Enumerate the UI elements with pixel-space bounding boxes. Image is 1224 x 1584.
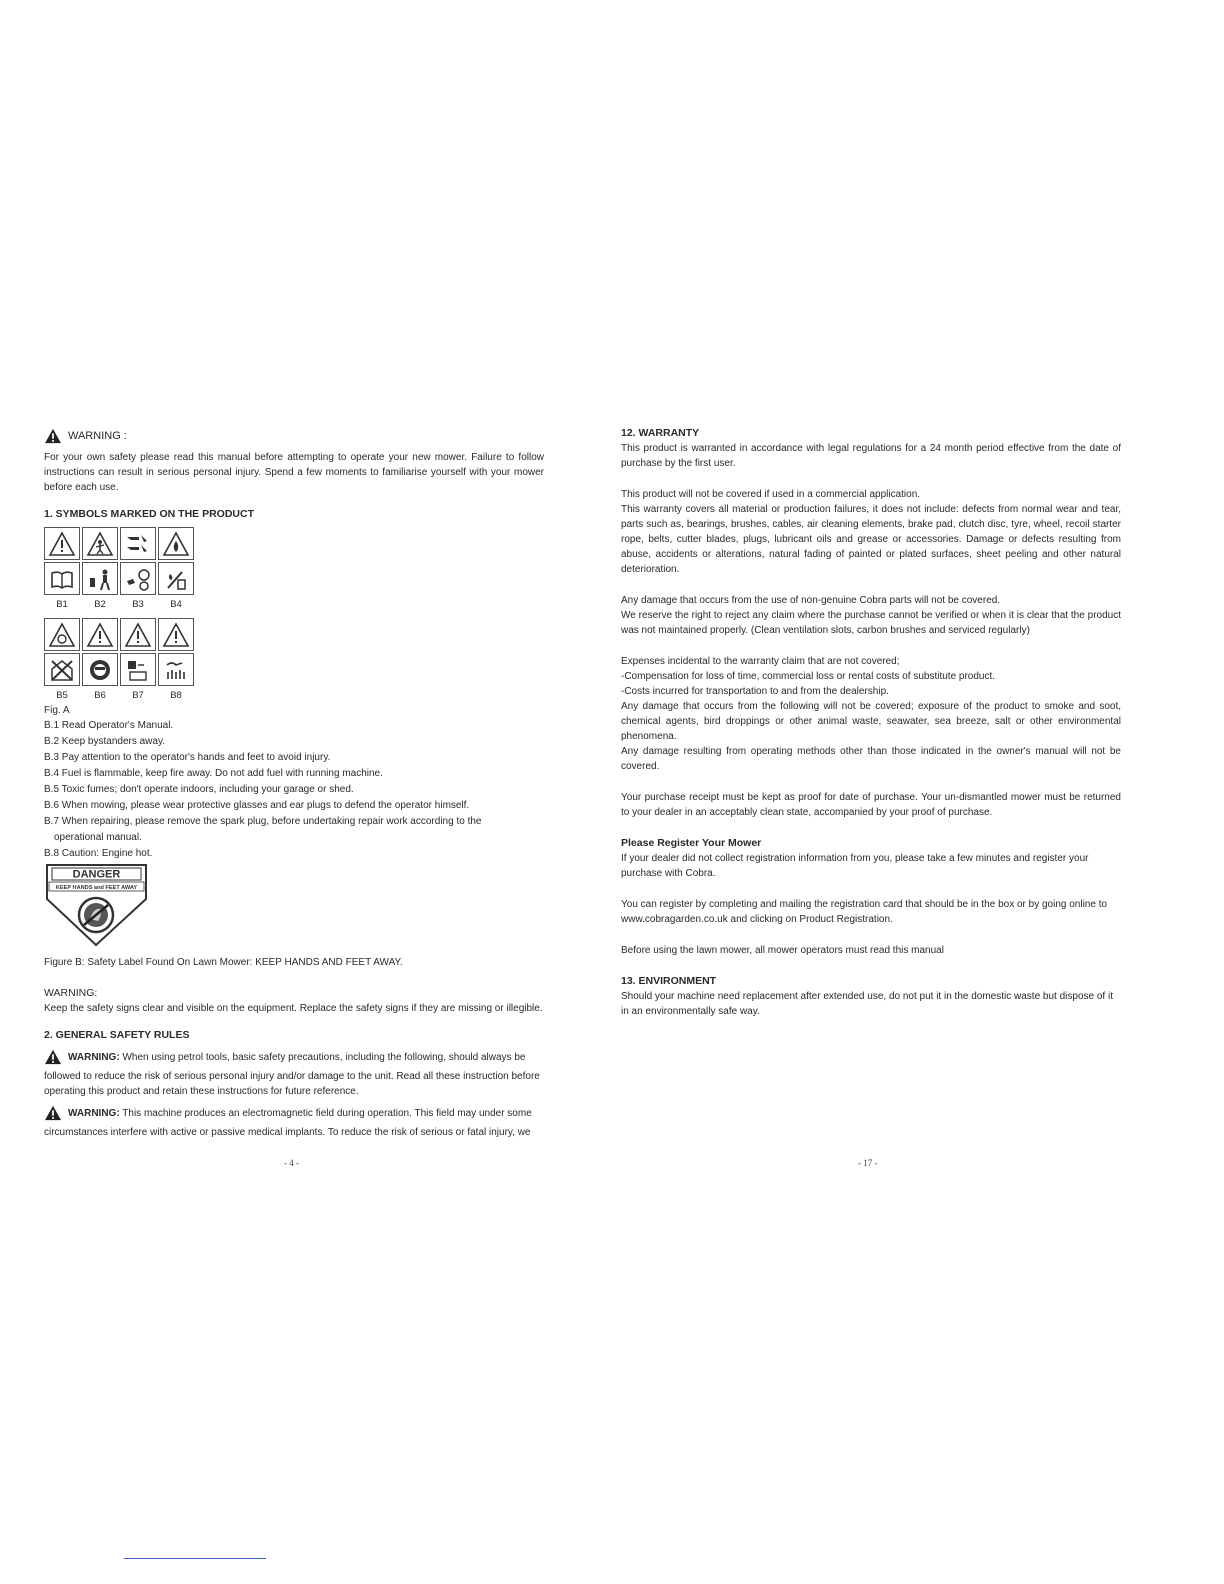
list-item: B.8 Caution: Engine hot. [44, 848, 153, 859]
warning-triangle-icon [44, 1049, 62, 1065]
list-item: B.7 When repairing, please remove the spark plug, before undertaking repair work according to the [44, 816, 482, 827]
warning-a-rest: followed to reduce the risk of serious personal injury and/or damage to the unit. Read all these instruction before operating this product and retain these instructions for future reference. [44, 1071, 540, 1097]
symbol-label-b6: B6 [94, 690, 106, 701]
fire-warning-icon [158, 527, 194, 560]
symbol-label-b7: B7 [132, 690, 144, 701]
warranty-paragraph: Your purchase receipt must be kept as proof for date of purchase. Your un-dismantled mower must be returned to your dealer in an acceptably clean state, accompanied by your proof of purchase. [621, 792, 1121, 818]
list-item: B.2 Keep bystanders away. [44, 736, 165, 747]
blade-hazard-icon [120, 527, 156, 560]
warranty-paragraph: Expenses incidental to the warranty claim that are not covered; [621, 656, 900, 667]
list-item: B.4 Fuel is flammable, keep fire away. Do not add fuel with running machine. [44, 768, 383, 779]
manual-book-icon [44, 562, 80, 595]
symbol-label-b3: B3 [132, 599, 144, 610]
left-page [44, 428, 544, 1140]
warning2-body: Keep the safety signs clear and visible on the equipment. Replace the safety signs if they are missing or illegible. [44, 1003, 543, 1014]
register-paragraph: If your dealer did not collect registration information from you, please take a few minutes and register your purchase with Cobra. [621, 853, 1089, 879]
warranty-paragraph: We reserve the right to reject any claim where the purchase cannot be verified or when it is clear that the product was not maintained properly. (Clean ventilation slots, carbon brushes and serviced regularly) [621, 610, 1121, 636]
environment-paragraph: Should your machine need replacement after extended use, do not put it in the domestic waste but dispose of it in an environmentally safe way. [621, 991, 1113, 1017]
warning-sign-icon [44, 527, 80, 560]
keep-distance-icon [82, 562, 118, 595]
danger-label-image [44, 863, 149, 948]
warranty-paragraph: This warranty covers all material or production failures, it does not include: defects from normal wear and tear, parts such as, bearings, brushes, cables, air cleaning elements, brake pad, clutch disc, tyre, wheel, recoil starter rope, belts, cutter blades, plugs, lubricant oils and grease or accessories. Damage or defects resulting from abuse, accidents or alterations, natural fading of painted or plated surfaces, sheet peeling and other natural deterioration. [621, 504, 1121, 575]
section-13-title: 13. ENVIRONMENT [621, 975, 717, 987]
figure-b-caption: Figure B: Safety Label Found On Lawn Mower: KEEP HANDS AND FEET AWAY. [44, 957, 403, 968]
warning-triangle-icon [44, 428, 62, 444]
warning-triangle-icon [44, 1105, 62, 1121]
list-item: B.1 Read Operator's Manual. [44, 720, 174, 731]
warning-a-first: When using petrol tools, basic safety precautions, including the following, should always be [122, 1051, 526, 1063]
register-paragraph: You can register by completing and mailing the registration card that should be in the box or by going online to www.cobragarden.co.uk and clicking on Product Registration. [621, 899, 1108, 925]
warning-sign-icon [158, 618, 194, 651]
warning2-title: WARNING: [44, 987, 98, 999]
warning-sign-icon [82, 618, 118, 651]
danger-subtitle: KEEP HANDS and FEET AWAY [55, 885, 138, 891]
hot-surface-icon [158, 653, 194, 686]
symbol-label-b2: B2 [94, 599, 106, 610]
list-item: B.6 When mowing, please wear protective glasses and ear plugs to defend the operator himself. [44, 800, 470, 811]
section-2-title: 2. GENERAL SAFETY RULES [44, 1029, 190, 1041]
danger-title: DANGER [72, 868, 121, 881]
spark-plug-icon [120, 653, 156, 686]
bystander-warning-icon [82, 527, 118, 560]
no-fire-fuel-icon [158, 562, 194, 595]
warning-a-label: WARNING: [68, 1051, 120, 1063]
warranty-paragraph: This product will not be covered if used in a commercial application. [621, 489, 921, 500]
page-number-right: - 17 - [858, 1158, 878, 1168]
warning-b-label: WARNING: [68, 1107, 120, 1119]
warning-b [44, 1105, 544, 1121]
symbol-label-b8: B8 [170, 690, 182, 701]
warning-heading [44, 428, 544, 444]
warranty-paragraph: Any damage that occurs from the use of non-genuine Cobra parts will not be covered. [621, 595, 1001, 606]
symbols-grid-1 [44, 527, 194, 597]
eye-ear-protection-icon [82, 653, 118, 686]
warning-title: WARNING : [68, 429, 127, 442]
warning-a [44, 1049, 544, 1065]
symbol-label-b4: B4 [170, 599, 182, 610]
footer-rule [124, 1558, 266, 1559]
list-item: operational manual. [54, 832, 142, 843]
operators-paragraph: Before using the lawn mower, all mower operators must read this manual [621, 945, 944, 956]
hands-feet-icon [120, 562, 156, 595]
section-1-title: 1. SYMBOLS MARKED ON THE PRODUCT [44, 508, 255, 520]
warning-b-first: This machine produces an electromagnetic field during operation. This field may under some [122, 1107, 532, 1119]
warranty-paragraph: This product is warranted in accordance with legal regulations for a 24 month period effective from the date of purchase by the first user. [621, 443, 1121, 469]
warranty-paragraph: -Compensation for loss of time, commercial loss or rental costs of substitute product. [621, 671, 996, 682]
list-item: B.3 Pay attention to the operator's hands and feet to avoid injury. [44, 752, 331, 763]
toxic-fumes-warning-icon [44, 618, 80, 651]
symbol-label-b1: B1 [56, 599, 68, 610]
page-number-left: - 4 - [284, 1158, 299, 1168]
warning-body: For your own safety please read this manual before attempting to operate your new mower. Failure to follow instructions can result in serious personal injury. Spend a few moments to familiarise yourself with your mower before each use. [44, 452, 544, 493]
warning-sign-icon [120, 618, 156, 651]
warranty-paragraph: Any damage that occurs from the following will not be covered; exposure of the product to smoke and soot, chemical agents, bird droppings or other animal waste, seawater, sea breeze, salt or other environmental phenomena. [621, 701, 1121, 742]
warranty-paragraph: -Costs incurred for transportation to and from the dealership. [621, 686, 889, 697]
symbol-label-b5: B5 [56, 690, 68, 701]
register-title: Please Register Your Mower [621, 837, 762, 849]
list-item: B.5 Toxic fumes; don't operate indoors, including your garage or shed. [44, 784, 354, 795]
right-page [621, 426, 1121, 1019]
warranty-paragraph: Any damage resulting from operating methods other than those indicated in the owner's manual will not be covered. [621, 746, 1121, 772]
section-12-title: 12. WARRANTY [621, 427, 700, 439]
symbols-grid-2 [44, 618, 194, 688]
no-indoor-use-icon [44, 653, 80, 686]
warning-b-rest: circumstances interfere with active or passive medical implants. To reduce the risk of serious or fatal injury, we [44, 1127, 531, 1138]
fig-a-caption: Fig. A [44, 705, 70, 716]
